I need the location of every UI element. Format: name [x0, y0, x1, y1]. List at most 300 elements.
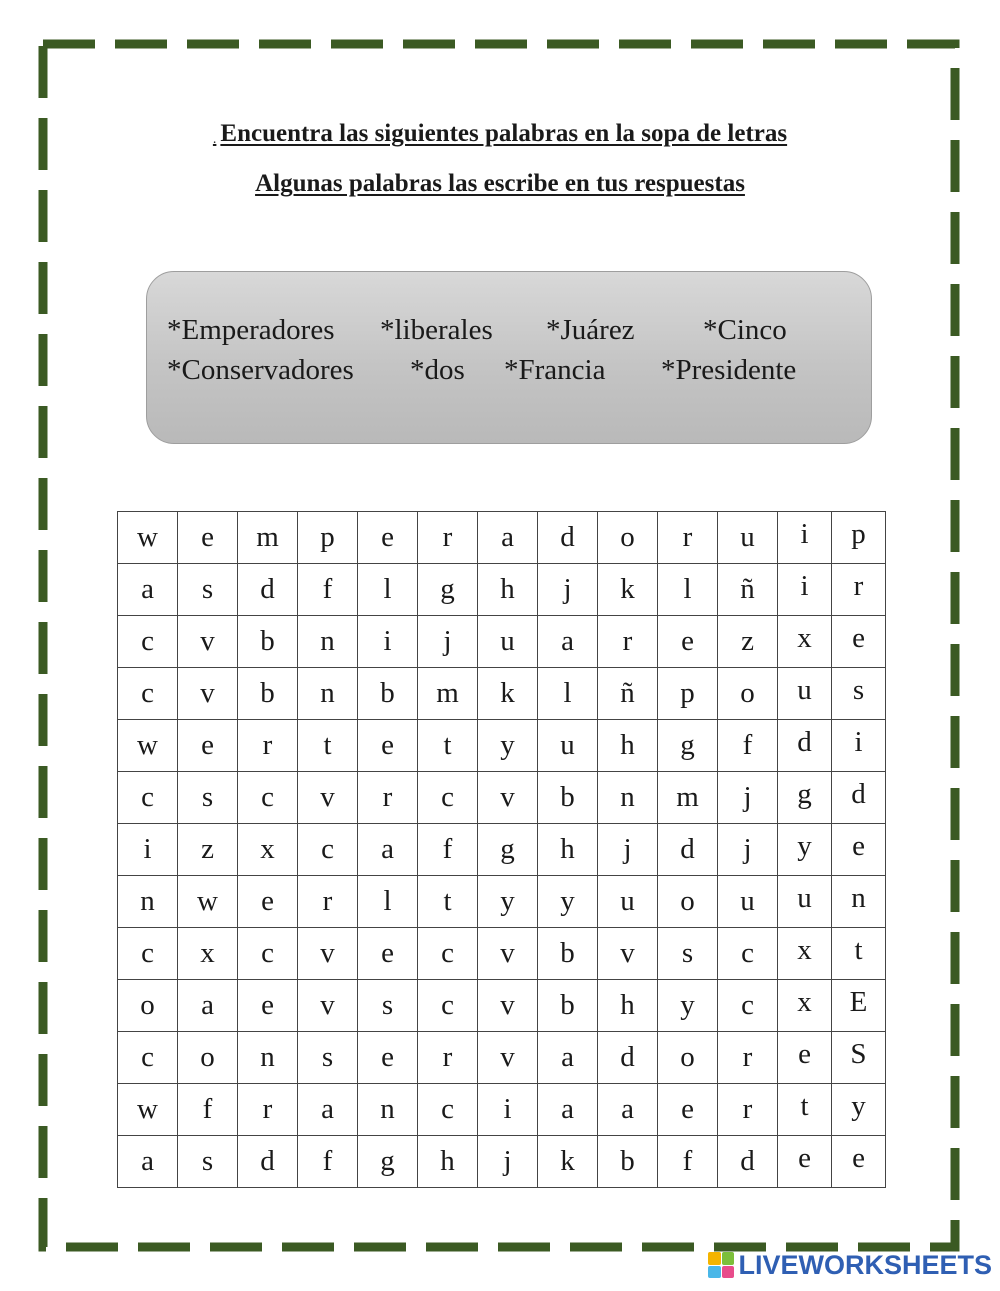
grid-letter: v — [320, 989, 335, 1021]
grid-cell[interactable] — [718, 616, 778, 668]
grid-cell[interactable] — [118, 1032, 178, 1084]
grid-letter: m — [436, 677, 459, 709]
grid-cell[interactable] — [238, 876, 298, 928]
grid-cell[interactable] — [118, 564, 178, 616]
grid-cell[interactable] — [778, 616, 832, 668]
grid-letter: u — [797, 674, 812, 706]
grid-letter: r — [682, 521, 693, 553]
grid-letter: b — [260, 677, 275, 709]
grid-cell[interactable] — [298, 824, 358, 876]
grid-letter: e — [852, 622, 865, 654]
grid-letter: x — [797, 986, 812, 1018]
grid-cell[interactable] — [598, 668, 658, 720]
grid-letter: t — [443, 729, 452, 761]
grid-letter: w — [197, 885, 218, 917]
grid-row — [118, 980, 886, 1032]
grid-cell[interactable] — [238, 772, 298, 824]
grid-cell[interactable] — [598, 772, 658, 824]
grid-cell[interactable] — [178, 876, 238, 928]
grid-cell[interactable] — [418, 928, 478, 980]
grid-cell[interactable] — [478, 824, 538, 876]
grid-letter: n — [320, 677, 335, 709]
grid-cell[interactable] — [298, 772, 358, 824]
grid-letter: r — [622, 625, 633, 657]
grid-cell[interactable] — [118, 772, 178, 824]
grid-letter: u — [500, 625, 515, 657]
grid-cell[interactable] — [538, 824, 598, 876]
grid-cell[interactable] — [358, 980, 418, 1032]
grid-cell[interactable] — [658, 1136, 718, 1188]
grid-cell[interactable] — [478, 564, 538, 616]
grid-cell[interactable] — [778, 772, 832, 824]
grid-cell[interactable] — [538, 980, 598, 1032]
grid-letter: b — [560, 989, 575, 1021]
grid-letter: e — [261, 885, 274, 917]
grid-letter: e — [381, 1041, 394, 1073]
grid-letter: r — [853, 570, 864, 602]
grid-cell[interactable] — [658, 1032, 718, 1084]
grid-letter: a — [201, 989, 214, 1021]
grid-cell[interactable] — [418, 1084, 478, 1136]
grid-letter: y — [500, 885, 515, 917]
grid-letter: c — [441, 1093, 454, 1125]
grid-letter: a — [321, 1093, 334, 1125]
grid-cell[interactable] — [598, 720, 658, 772]
grid-cell[interactable] — [658, 928, 718, 980]
grid-cell[interactable] — [778, 668, 832, 720]
grid-letter: g — [440, 573, 455, 605]
grid-letter: s — [321, 1041, 334, 1073]
grid-cell[interactable] — [358, 928, 418, 980]
grid-letter: z — [201, 833, 214, 865]
grid-cell[interactable] — [832, 512, 886, 564]
grid-cell[interactable] — [418, 1032, 478, 1084]
grid-letter: e — [201, 729, 214, 761]
grid-letter: t — [854, 934, 863, 966]
grid-cell[interactable] — [358, 564, 418, 616]
grid-cell[interactable] — [418, 1136, 478, 1188]
grid-letter: o — [620, 521, 635, 553]
grid-cell[interactable] — [478, 772, 538, 824]
grid-letter: z — [741, 625, 754, 657]
grid-cell[interactable] — [298, 720, 358, 772]
grid-cell[interactable] — [718, 668, 778, 720]
grid-letter: b — [620, 1145, 635, 1177]
grid-letter: v — [320, 937, 335, 969]
grid-letter: c — [321, 833, 334, 865]
grid-cell[interactable] — [358, 876, 418, 928]
grid-letter: s — [381, 989, 394, 1021]
grid-letter: k — [560, 1145, 575, 1177]
grid-cell[interactable] — [718, 1032, 778, 1084]
grid-letter: f — [442, 833, 453, 865]
grid-cell[interactable] — [238, 564, 298, 616]
grid-cell[interactable] — [658, 720, 718, 772]
grid-cell[interactable] — [718, 564, 778, 616]
grid-cell[interactable] — [598, 512, 658, 564]
word-search-grid — [117, 511, 886, 1188]
grid-letter: e — [381, 937, 394, 969]
grid-letter: v — [200, 677, 215, 709]
grid-cell[interactable] — [832, 616, 886, 668]
grid-cell[interactable] — [298, 668, 358, 720]
grid-cell[interactable] — [778, 928, 832, 980]
grid-cell[interactable] — [178, 1084, 238, 1136]
grid-cell[interactable] — [238, 1084, 298, 1136]
grid-cell[interactable] — [178, 564, 238, 616]
grid-letter: c — [141, 677, 154, 709]
word-dos: *dos — [410, 354, 465, 386]
grid-cell[interactable] — [418, 668, 478, 720]
grid-cell[interactable] — [118, 616, 178, 668]
grid-letter: d — [680, 833, 695, 865]
grid-cell[interactable] — [538, 564, 598, 616]
grid-letter: k — [500, 677, 515, 709]
grid-letter: e — [798, 1142, 811, 1174]
grid-letter: c — [261, 781, 274, 813]
grid-letter: c — [141, 937, 154, 969]
grid-letter: l — [563, 677, 572, 709]
grid-cell[interactable] — [298, 1032, 358, 1084]
grid-letter: a — [561, 625, 574, 657]
grid-cell[interactable] — [832, 824, 886, 876]
grid-cell[interactable] — [538, 512, 598, 564]
grid-cell[interactable] — [538, 772, 598, 824]
grid-letter: r — [442, 521, 453, 553]
grid-cell[interactable] — [718, 824, 778, 876]
grid-letter: i — [800, 518, 809, 550]
grid-cell[interactable] — [178, 1136, 238, 1188]
grid-cell[interactable] — [118, 928, 178, 980]
grid-letter: f — [202, 1093, 213, 1125]
grid-cell[interactable] — [718, 512, 778, 564]
grid-letter: o — [680, 1041, 695, 1073]
grid-letter: w — [137, 1093, 158, 1125]
grid-cell[interactable] — [538, 928, 598, 980]
grid-letter: d — [260, 1145, 275, 1177]
grid-cell[interactable] — [118, 824, 178, 876]
grid-cell[interactable] — [778, 564, 832, 616]
grid-letter: v — [620, 937, 635, 969]
grid-cell[interactable] — [598, 928, 658, 980]
grid-letter: s — [852, 674, 865, 706]
grid-letter: j — [743, 833, 752, 865]
grid-letter: a — [141, 573, 154, 605]
grid-cell[interactable] — [832, 1136, 886, 1188]
grid-cell[interactable] — [298, 564, 358, 616]
grid-cell[interactable] — [118, 876, 178, 928]
grid-letter: c — [141, 1041, 154, 1073]
grid-cell[interactable] — [178, 512, 238, 564]
grid-cell[interactable] — [598, 1032, 658, 1084]
grid-cell[interactable] — [478, 512, 538, 564]
grid-letter: i — [800, 570, 809, 602]
grid-cell[interactable] — [832, 564, 886, 616]
grid-row — [118, 1084, 886, 1136]
liveworksheets-logo-icon — [708, 1252, 734, 1278]
grid-cell[interactable] — [298, 1084, 358, 1136]
grid-cell[interactable] — [538, 876, 598, 928]
grid-cell[interactable] — [298, 980, 358, 1032]
grid-letter: v — [500, 781, 515, 813]
grid-letter: h — [440, 1145, 455, 1177]
instruction-line-1: Encuentra las siguientes palabras en la sopa de letras — [220, 120, 788, 147]
grid-letter: i — [143, 833, 152, 865]
grid-letter: t — [443, 885, 452, 917]
grid-cell[interactable] — [832, 1032, 886, 1084]
grid-cell[interactable] — [238, 1032, 298, 1084]
grid-letter: S — [850, 1038, 867, 1070]
grid-cell[interactable] — [478, 928, 538, 980]
grid-cell[interactable] — [298, 928, 358, 980]
grid-cell[interactable] — [718, 928, 778, 980]
grid-letter: y — [500, 729, 515, 761]
grid-letter: s — [201, 781, 214, 813]
grid-cell[interactable] — [358, 1032, 418, 1084]
word-francia: *Francia — [504, 354, 606, 386]
grid-letter: c — [141, 625, 154, 657]
grid-letter: d — [851, 778, 866, 810]
grid-cell[interactable] — [598, 980, 658, 1032]
grid-cell[interactable] — [478, 876, 538, 928]
grid-letter: o — [680, 885, 695, 917]
grid-cell[interactable] — [178, 668, 238, 720]
grid-letter: e — [852, 1142, 865, 1174]
grid-letter: c — [741, 937, 754, 969]
grid-cell[interactable] — [598, 824, 658, 876]
grid-letter: m — [256, 521, 279, 553]
grid-cell[interactable] — [238, 668, 298, 720]
grid-cell[interactable] — [538, 616, 598, 668]
grid-cell[interactable] — [118, 720, 178, 772]
grid-letter: e — [201, 521, 214, 553]
grid-letter: d — [740, 1145, 755, 1177]
grid-cell[interactable] — [418, 876, 478, 928]
grid-cell[interactable] — [298, 876, 358, 928]
grid-letter: d — [560, 521, 575, 553]
grid-letter: j — [503, 1145, 512, 1177]
grid-cell[interactable] — [358, 1084, 418, 1136]
grid-letter: g — [500, 833, 515, 865]
grid-cell[interactable] — [418, 720, 478, 772]
grid-letter: n — [620, 781, 635, 813]
grid-cell[interactable] — [478, 1136, 538, 1188]
word-juarez: *Juárez — [546, 314, 635, 346]
grid-cell[interactable] — [718, 876, 778, 928]
grid-letter: d — [797, 726, 812, 758]
grid-cell[interactable] — [478, 720, 538, 772]
grid-letter: g — [380, 1145, 395, 1177]
grid-cell[interactable] — [358, 824, 418, 876]
grid-cell[interactable] — [778, 980, 832, 1032]
grid-cell[interactable] — [598, 876, 658, 928]
grid-letter: i — [854, 726, 863, 758]
grid-cell[interactable] — [832, 772, 886, 824]
grid-letter: l — [683, 573, 692, 605]
grid-cell[interactable] — [832, 980, 886, 1032]
grid-cell[interactable] — [538, 668, 598, 720]
grid-letter: w — [137, 521, 158, 553]
grid-letter: p — [680, 677, 695, 709]
grid-cell[interactable] — [778, 876, 832, 928]
grid-cell[interactable] — [178, 720, 238, 772]
word-liberales: *liberales — [380, 314, 493, 346]
grid-cell[interactable] — [718, 1084, 778, 1136]
grid-cell[interactable] — [538, 1084, 598, 1136]
grid-cell[interactable] — [832, 720, 886, 772]
grid-cell[interactable] — [658, 616, 718, 668]
grid-letter: p — [851, 518, 866, 550]
grid-cell[interactable] — [538, 1032, 598, 1084]
grid-cell[interactable] — [358, 720, 418, 772]
grid-cell[interactable] — [418, 772, 478, 824]
grid-cell[interactable] — [832, 876, 886, 928]
grid-letter: w — [137, 729, 158, 761]
grid-cell[interactable] — [598, 1084, 658, 1136]
grid-cell[interactable] — [418, 980, 478, 1032]
grid-letter: o — [140, 989, 155, 1021]
grid-cell[interactable] — [118, 980, 178, 1032]
grid-letter: v — [500, 1041, 515, 1073]
grid-letter: f — [682, 1145, 693, 1177]
grid-cell[interactable] — [718, 720, 778, 772]
grid-cell[interactable] — [478, 1032, 538, 1084]
grid-letter: g — [680, 729, 695, 761]
grid-cell[interactable] — [238, 512, 298, 564]
grid-cell[interactable] — [298, 1136, 358, 1188]
grid-cell[interactable] — [778, 824, 832, 876]
grid-letter: E — [849, 986, 868, 1018]
grid-cell[interactable] — [598, 1136, 658, 1188]
grid-cell[interactable] — [238, 824, 298, 876]
grid-cell[interactable] — [478, 668, 538, 720]
grid-cell[interactable] — [358, 668, 418, 720]
grid-cell[interactable] — [778, 1032, 832, 1084]
grid-cell[interactable] — [658, 564, 718, 616]
grid-cell[interactable] — [298, 512, 358, 564]
grid-cell[interactable] — [718, 980, 778, 1032]
grid-letter: a — [141, 1145, 154, 1177]
grid-cell[interactable] — [178, 928, 238, 980]
word-emperadores: *Emperadores — [167, 314, 335, 346]
grid-cell[interactable] — [598, 616, 658, 668]
grid-cell[interactable] — [778, 1136, 832, 1188]
grid-cell[interactable] — [178, 616, 238, 668]
grid-cell[interactable] — [778, 512, 832, 564]
grid-cell[interactable] — [118, 1084, 178, 1136]
grid-cell[interactable] — [658, 980, 718, 1032]
liveworksheets-branding — [708, 1249, 992, 1281]
grid-letter: n — [140, 885, 155, 917]
grid-letter: f — [322, 573, 333, 605]
grid-cell[interactable] — [478, 616, 538, 668]
grid-cell[interactable] — [658, 876, 718, 928]
grid-cell[interactable] — [598, 564, 658, 616]
grid-cell[interactable] — [358, 772, 418, 824]
grid-cell[interactable] — [538, 1136, 598, 1188]
grid-letter: s — [681, 937, 694, 969]
grid-letter: u — [560, 729, 575, 761]
grid-letter: p — [320, 521, 335, 553]
grid-cell[interactable] — [238, 616, 298, 668]
grid-letter: r — [442, 1041, 453, 1073]
grid-cell[interactable] — [298, 616, 358, 668]
grid-cell[interactable] — [358, 616, 418, 668]
grid-letter: i — [383, 625, 392, 657]
grid-cell[interactable] — [178, 772, 238, 824]
grid-cell[interactable] — [832, 668, 886, 720]
grid-cell[interactable] — [238, 980, 298, 1032]
grid-cell[interactable] — [118, 1136, 178, 1188]
grid-letter: r — [382, 781, 393, 813]
title-dot: . — [212, 132, 217, 147]
grid-cell[interactable] — [118, 668, 178, 720]
grid-cell[interactable] — [418, 564, 478, 616]
grid-cell[interactable] — [238, 1136, 298, 1188]
grid-letter: a — [381, 833, 394, 865]
grid-letter: j — [743, 781, 752, 813]
grid-cell[interactable] — [418, 616, 478, 668]
grid-cell[interactable] — [658, 1084, 718, 1136]
word-presidente: *Presidente — [661, 354, 797, 386]
grid-letter: a — [561, 1041, 574, 1073]
grid-letter: u — [797, 882, 812, 914]
grid-row — [118, 876, 886, 928]
grid-cell[interactable] — [718, 772, 778, 824]
grid-row — [118, 824, 886, 876]
grid-cell[interactable] — [178, 824, 238, 876]
grid-row — [118, 720, 886, 772]
grid-cell[interactable] — [418, 824, 478, 876]
grid-cell[interactable] — [478, 1084, 538, 1136]
grid-cell[interactable] — [718, 1136, 778, 1188]
grid-letter: c — [441, 937, 454, 969]
grid-cell[interactable] — [658, 824, 718, 876]
grid-letter: v — [200, 625, 215, 657]
grid-letter: j — [443, 625, 452, 657]
grid-cell[interactable] — [658, 772, 718, 824]
grid-cell[interactable] — [238, 720, 298, 772]
grid-row — [118, 1032, 886, 1084]
grid-cell[interactable] — [658, 668, 718, 720]
grid-cell[interactable] — [478, 980, 538, 1032]
grid-cell[interactable] — [778, 720, 832, 772]
grid-cell[interactable] — [658, 512, 718, 564]
grid-cell[interactable] — [178, 980, 238, 1032]
grid-cell[interactable] — [178, 1032, 238, 1084]
grid-cell[interactable] — [358, 1136, 418, 1188]
grid-cell[interactable] — [418, 512, 478, 564]
grid-letter: m — [676, 781, 699, 813]
grid-letter: n — [851, 882, 866, 914]
grid-cell[interactable] — [778, 1084, 832, 1136]
grid-cell[interactable] — [538, 720, 598, 772]
grid-letter: ñ — [620, 677, 635, 709]
grid-letter: u — [740, 885, 755, 917]
word-cinco: *Cinco — [703, 314, 787, 346]
grid-cell[interactable] — [118, 512, 178, 564]
grid-cell[interactable] — [832, 928, 886, 980]
grid-cell[interactable] — [832, 1084, 886, 1136]
grid-letter: a — [621, 1093, 634, 1125]
grid-letter: c — [141, 781, 154, 813]
grid-row — [118, 668, 886, 720]
word-list-box — [146, 271, 872, 444]
grid-cell[interactable] — [238, 928, 298, 980]
grid-letter: h — [620, 729, 635, 761]
grid-cell[interactable] — [358, 512, 418, 564]
grid-letter: h — [620, 989, 635, 1021]
